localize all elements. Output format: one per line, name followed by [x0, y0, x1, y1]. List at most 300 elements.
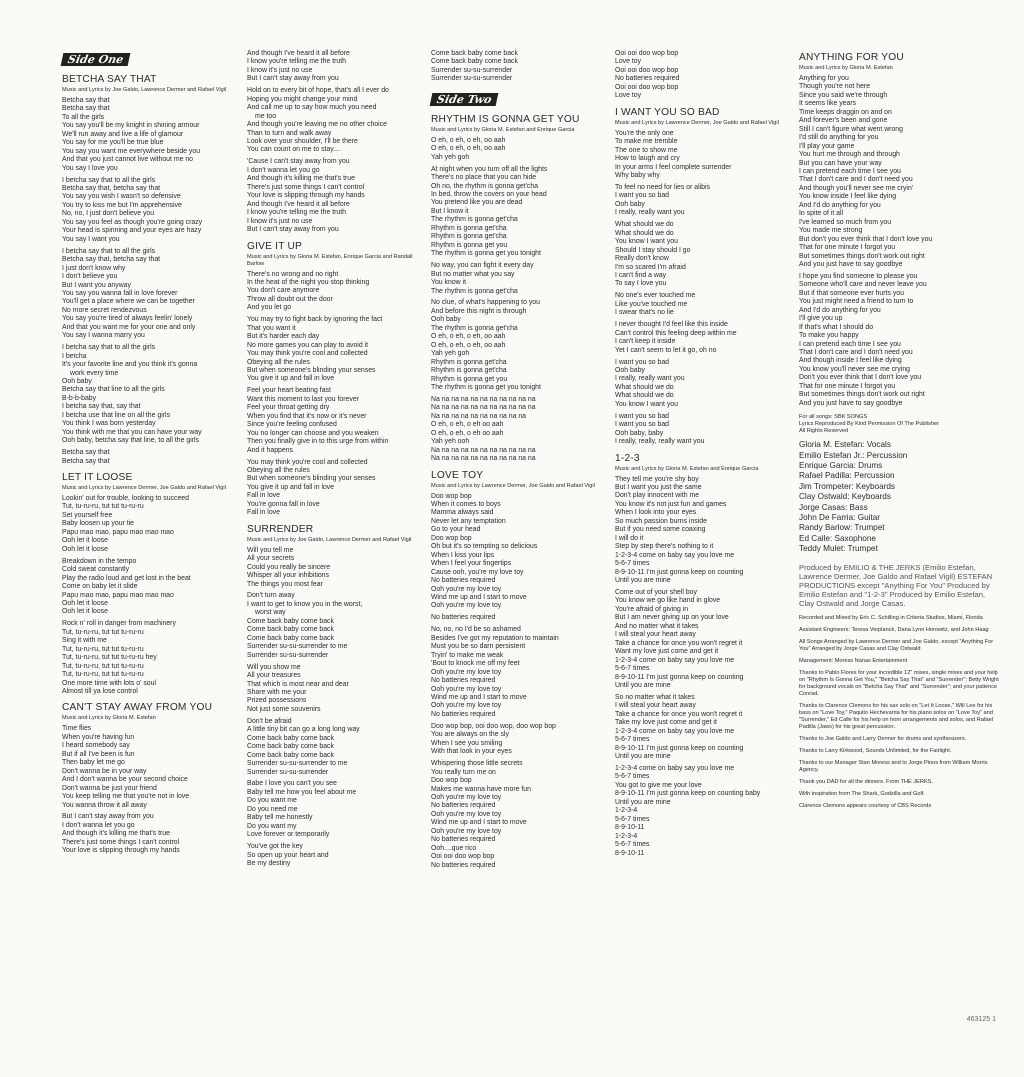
- lyric-line: You know you'll never see me crying: [799, 365, 910, 373]
- lyric-line: Do you need me: [247, 805, 298, 813]
- lyric-line: Tut, tu-ru-ru, tut tut tu-ru-ru: [62, 662, 144, 670]
- musician-credit: Teddy Mulet: Trumpet: [799, 544, 878, 554]
- lyric-line: Cold sweat constantly: [62, 566, 130, 574]
- lyric-line: No, no, no I'd be so ashamed: [431, 626, 521, 634]
- lyric-line: Betcha say that, betcha say that: [62, 185, 161, 193]
- lyric-line: Look over your shoulder, I'll be there: [247, 138, 358, 146]
- lyric-line: Rhythm is gonna get'cha: [431, 367, 507, 375]
- lyric-stanza: [62, 344, 242, 445]
- lyric-line: Papu mao mao, papu mao mao mao: [62, 528, 174, 536]
- lyric-line: You know it's not just fun and games: [615, 500, 727, 508]
- lyric-line: Na na na na na na na na na na na: [431, 395, 536, 403]
- lyric-line: Come back baby come back: [247, 626, 334, 634]
- lyric-line: You are always on the sly: [431, 731, 509, 739]
- lyric-line: I really, really, really want you: [615, 438, 705, 446]
- lyric-line: O eh, o eh, o eh, oo aah: [431, 341, 506, 349]
- lyric-line: Baby loosen up your tie: [62, 520, 135, 528]
- lyric-line: What should we do: [615, 229, 674, 237]
- lyric-stanza: [431, 137, 611, 162]
- lyric-line: All your treasures: [247, 672, 301, 680]
- lyric-line: Baby tell me how you feel about me: [247, 788, 357, 796]
- lyric-line: Ooi ooi doo wop bop: [615, 83, 679, 91]
- lyric-stanza: [615, 221, 795, 289]
- lyric-line: No batteries required: [431, 577, 496, 585]
- lyric-line: There's no place that you can hide: [431, 174, 537, 182]
- lyric-line: And though inside I feel like dying: [799, 357, 902, 365]
- lyric-line: I really, really want you: [615, 375, 685, 383]
- lyric-line: Na na na na na na na na na na na: [431, 446, 536, 454]
- column-4: [615, 50, 795, 864]
- lyric-line: There's no wrong and no right: [247, 270, 339, 278]
- lyric-line: The things you most fear: [247, 580, 323, 588]
- lyric-line: No, no, I just don't believe you: [62, 210, 155, 218]
- lyric-line: And I'd do anything for you: [799, 306, 881, 314]
- lyric-stanza: [247, 459, 427, 518]
- musician-credit: Randy Barlow: Trumpet: [799, 523, 885, 533]
- lyric-line: Besides I've got my reputation to maintain: [431, 634, 559, 642]
- lyric-line: To say I love you: [615, 280, 667, 288]
- song-title: 1-2-3: [615, 452, 640, 464]
- credit-block: All Songs Arranged by Lawrence Dermer and Joe Galdo, except "Anything For You" Arranged by Jorge Casas and Clay Ostwald: [799, 638, 994, 652]
- lyric-line: I'll give you up: [799, 315, 843, 323]
- lyric-stanza: [615, 359, 795, 410]
- lyric-line: But you can have your way: [799, 159, 882, 167]
- lyric-line: And that you want me for your one and only: [62, 323, 196, 331]
- lyric-line: No more games you can play to avoid it: [247, 341, 369, 349]
- lyric-line: Want my love just come and get it: [615, 648, 719, 656]
- lyric-line: The one to show me: [615, 146, 678, 154]
- lyric-line: One more time with lots o' soul: [62, 679, 156, 687]
- lyric-line: You may try to fight back by ignoring the fact: [247, 316, 383, 324]
- lyric-line: Someone who'll care and never leave you: [799, 281, 927, 289]
- produced-by: Produced by EMILIO & THE JERKS (Emilio Estefan, Lawrence Dermer, Joe Galdo and Rafael Vigil) ESTEFAN PRODUCTIONS except "Anything For You" Produced by Emilio Estefan and "1-2-3" Produced by Emilio Estefan, Clay Ostwald and Jorge Casas.: [799, 562, 993, 609]
- lyric-line: worst way: [255, 609, 286, 617]
- lyric-line: Whisper all your inhibitions: [247, 572, 329, 580]
- song-1-2-3: [615, 453, 795, 858]
- lyric-line: Doo wop bop, ooi doo wop, doo wop bop: [431, 722, 556, 730]
- lyric-line: O eh, o eh, o eh oo aah: [431, 421, 504, 429]
- lyric-line: Fall in love: [247, 509, 280, 517]
- lyric-line: I know it's just no use: [247, 66, 313, 74]
- lyric-line: 8-9-10-11: [615, 824, 645, 832]
- lyric-line: Na na na na na na na na na na na: [431, 404, 536, 412]
- lyric-line: Oh but it's so tempting so delicious: [431, 543, 538, 551]
- lyric-line: You've got the key: [247, 843, 303, 851]
- lyric-line: 5-6-7 times: [615, 560, 650, 568]
- lyric-line: The rhythm is gonna get'cha: [431, 324, 518, 332]
- column-3: [431, 50, 611, 876]
- lyric-line: And though it's killing me that's true: [62, 830, 170, 838]
- lyric-line: Prized possessions: [247, 697, 307, 705]
- lyric-line: You know we go like hand in glove: [615, 597, 721, 605]
- song-credits: Music and Lyrics by Gloria M. Estefan and Enrique Garcia: [615, 465, 759, 472]
- lyric-stanza: [431, 760, 611, 870]
- lyric-line: You're afraid of giving in: [615, 605, 689, 613]
- lyric-line: It seems like years: [799, 100, 857, 108]
- song-credits: Music and Lyrics by Joe Galdo, Lawrence Dermer and Rafael Vigil: [247, 536, 412, 543]
- musicians-list: [799, 440, 999, 554]
- lyric-stanza: [615, 130, 795, 181]
- lyric-line: A little tiny bit can go a long long way: [247, 726, 360, 734]
- lyric-line: Tut, tu-ru-ru, tut tut tu-ru-ru: [62, 503, 144, 511]
- lyric-line: And though I've heard it all before: [247, 50, 350, 57]
- lyric-stanza: [62, 97, 242, 173]
- lyric-line: I don't wanna let you go: [247, 166, 320, 174]
- lyric-line: You try to kiss me but I'm apprehensive: [62, 201, 182, 209]
- lyric-line: But I can't stay away from you: [247, 226, 339, 234]
- lyric-line: When you're having fun: [62, 733, 135, 741]
- lyric-line: Na na na na na na na na na na: [431, 412, 527, 420]
- lyric-line: What should we do: [615, 383, 674, 391]
- lyric-line: There's just some things I can't control: [247, 183, 365, 191]
- lyric-line: Come back baby come back: [247, 734, 334, 742]
- song-credits: Music and Lyrics by Lawrence Dermer, Joe Galdo and Rafael Vigil: [431, 482, 595, 489]
- lyric-line: Don't turn away: [247, 592, 295, 600]
- lyric-line: You know inside I feel like dying: [799, 193, 897, 201]
- lyric-line: So open up your heart and: [247, 851, 329, 859]
- song-title: CAN'T STAY AWAY FROM YOU: [62, 702, 213, 714]
- side-two-label: Side Two: [430, 93, 499, 106]
- lyric-line: But sometimes things don't work out right: [799, 252, 925, 260]
- lyric-line: Come back baby come back: [247, 743, 334, 751]
- lyric-line: Surrender su-su-surrender to me: [247, 643, 348, 651]
- lyric-line: 1-2-3-4 come on baby say you love me: [615, 727, 735, 735]
- lyric-line: Sing it with me: [62, 637, 107, 645]
- song-credits: Music and Lyrics by Gloria M. Estefan: [62, 715, 156, 722]
- lyric-line: I don't wanna let you go: [62, 821, 135, 829]
- lyric-stanza: [62, 248, 242, 341]
- lyric-stanza: [615, 765, 795, 858]
- lyric-line: No batteries required: [615, 75, 680, 83]
- lyric-line: Time keeps draggin on and on: [799, 108, 892, 116]
- lyric-line: Want this moment to last you forever: [247, 395, 359, 403]
- lyric-line: Betcha say that, betcha say that: [62, 256, 161, 264]
- lyric-line: Could you really be sincere: [247, 563, 331, 571]
- lyric-line: I want you so bad: [615, 412, 670, 420]
- song-surrender: [247, 524, 427, 869]
- lyric-line: You give it up and fall in love: [247, 483, 335, 491]
- lyric-line: I betcha say that to all the girls: [62, 344, 156, 352]
- lyric-line: Surrender su-su-surrender: [247, 768, 329, 776]
- lyric-line: Obeying all the rules: [247, 466, 310, 474]
- lyric-line: Love toy: [615, 92, 642, 100]
- lyric-line: I betcha: [62, 352, 87, 360]
- song-title: GIVE IT UP: [247, 240, 303, 252]
- lyric-line: You don't care anymore: [247, 287, 320, 295]
- lyric-line: Baby tell me honestly: [247, 814, 313, 822]
- lyric-line: 8-9-10-11 I'm just gonna keep on counting: [615, 744, 744, 752]
- lyric-stanza: [62, 725, 242, 810]
- lyric-line: Betcha say that: [62, 449, 110, 457]
- lyric-line: Ooh baby, betcha say that line, to all the girls: [62, 437, 199, 445]
- lyric-line: What should we do: [615, 221, 674, 229]
- lyric-line: You'll get a place where we can be together: [62, 298, 195, 306]
- lyric-line: 8-9-10-11: [615, 849, 645, 857]
- lyric-line: Ooh baby: [62, 378, 92, 385]
- lyric-line: And you let go: [247, 304, 292, 312]
- credit-block: Thank you DAD for all the dinners. From THE JERKS.: [799, 778, 933, 785]
- musician-credit: Jorge Casas: Bass: [799, 502, 868, 512]
- lyric-line: That I don't care and I don't need you: [799, 349, 913, 356]
- lyric-line: But don't you ever think that I don't love you: [799, 235, 933, 243]
- lyric-line: Will you tell me: [247, 546, 294, 554]
- lyric-line: They tell me you're shy boy: [615, 475, 699, 483]
- lyric-line: You know I want you: [615, 400, 678, 408]
- lyric-line: Not just some souvenirs: [247, 705, 321, 713]
- lyric-line: Come out of your shell boy: [615, 588, 697, 596]
- lyric-line: Breakdown in the tempo: [62, 557, 137, 565]
- lyric-line: 1-2-3-4: [615, 807, 638, 815]
- lyric-line: You keep telling me that you're not in love: [62, 793, 190, 801]
- lyric-line: Hoping you might change your mind: [247, 95, 358, 103]
- lyric-line: I don't believe you: [62, 273, 118, 281]
- lyric-line: That which is most near and dear: [247, 680, 349, 688]
- lyric-line: But it's harder each day: [247, 333, 320, 341]
- lyric-line: Makes me wanna have more fun: [431, 785, 531, 793]
- lyric-line: Ooh you're my love toy: [431, 793, 502, 801]
- lyric-line: Obeying all the rules: [247, 358, 310, 366]
- lyric-line: When it comes to boys: [431, 501, 501, 509]
- lyric-line: I want you so bad: [615, 421, 670, 429]
- lyric-line: Play the radio loud and get lost in the beat: [62, 574, 191, 582]
- lyric-stanza: [247, 271, 427, 313]
- lyric-line: But if that someone ever hurts you: [799, 289, 904, 297]
- lyric-stanza: [62, 495, 242, 554]
- lyric-line: But I can't stay away from you: [247, 75, 339, 83]
- lyric-line: 5-6-7 times: [615, 665, 650, 673]
- song-title: I WANT YOU SO BAD: [615, 106, 720, 118]
- lyric-line: Ooh you're my love toy: [431, 585, 502, 593]
- lyric-line: 1-2-3-4: [615, 832, 638, 840]
- lyric-line: And call me up to say how much you need: [247, 104, 377, 112]
- lyric-line: Ooi ooi doo wop bop: [431, 853, 495, 861]
- song-surrender-continued: [431, 50, 611, 84]
- lyric-line: Come back baby come back: [247, 617, 334, 625]
- lyric-line: Come back baby come back: [431, 50, 518, 57]
- lyric-line: Doo wop bop: [431, 534, 472, 542]
- lyric-line: You think with me that you can have your way: [62, 428, 202, 436]
- lyric-line: You may think you're cool and collected: [247, 458, 368, 466]
- musician-credit: Emilio Estefan Jr.: Percussion: [799, 450, 908, 460]
- lyric-stanza: [431, 396, 611, 464]
- song-anything-for-you: [799, 52, 999, 408]
- lyric-line: Since you're feeling confused: [247, 421, 337, 429]
- lyric-line: Come back baby come back: [247, 634, 334, 642]
- lyric-line: 5-6-7 times: [615, 773, 650, 781]
- lyric-line: Yah yeh goh: [431, 153, 470, 161]
- lyric-line: Rhythm is gonna get'cha: [431, 233, 507, 241]
- lyric-line: Tut, tu-ru-ru, tut tut tu-ru-ru hey: [62, 654, 157, 662]
- column-5: [799, 50, 999, 815]
- lyric-line: But when someone's blinding your senses: [247, 367, 376, 374]
- lyric-stanza: [615, 413, 795, 447]
- lyric-stanza: [62, 620, 242, 696]
- lyric-line: Whispering those little secrets: [431, 760, 523, 768]
- lyric-line: You may think you're cool and collected: [247, 350, 368, 358]
- lyric-stanza: [615, 292, 795, 317]
- lyric-line: Na na na na na na na na na na na: [431, 455, 536, 463]
- song-rhythm-is-gonna-get-you: [431, 114, 611, 464]
- lyric-line: But I want you just the same: [615, 484, 702, 492]
- lyric-line: Betcha say that: [62, 97, 110, 104]
- song-title: ANYTHING FOR YOU: [799, 52, 904, 63]
- lyric-line: Why baby why: [615, 171, 660, 179]
- lyric-line: But no matter what you say: [431, 270, 515, 278]
- lyric-line: Tut, tu-ru-ru, tut tut tu-ru-ru: [62, 645, 144, 653]
- lyric-line: Ooh baby: [615, 367, 645, 374]
- credit-block: Thanks to Joe Galdo and Larry Dermer for drums and synthesizers.: [799, 735, 967, 742]
- lyric-line: You say you feel as though you're going crazy: [62, 218, 203, 226]
- lyric-line: You're gonna fall in love: [247, 500, 320, 508]
- lyric-line: When I look into your eyes: [615, 509, 697, 517]
- lyric-line: Ooh baby, baby: [615, 429, 664, 437]
- lyric-line: Come on baby let it slide: [62, 583, 138, 591]
- lyric-line: 1-2-3-4 come on baby say you love me: [615, 765, 735, 773]
- lyric-line: I know you're telling me the truth: [247, 209, 346, 217]
- lyric-line: I really, really want you: [615, 209, 685, 217]
- lyric-line: You say you want me everywhere beside you: [62, 147, 201, 155]
- song-credits: Music and Lyrics by Joe Galdo, Lawrence Dermer and Rafael Vigil: [62, 87, 227, 93]
- musician-credit: Jim Trompeter: Keyboards: [799, 481, 896, 491]
- lyric-line: You hurt me through and through: [799, 151, 900, 159]
- lyric-line: I'll play your game: [799, 142, 855, 150]
- lyric-stanza: [615, 184, 795, 218]
- lyric-stanza: [247, 843, 427, 868]
- lyric-line: And before this night is through: [431, 307, 527, 315]
- lyric-line: Do you want me: [247, 797, 297, 805]
- lyric-line: Step by step there's nothing to it: [615, 543, 714, 551]
- lyric-line: Ooh you're my love toy: [431, 685, 502, 693]
- lyric-line: 8-9-10-11 I'm just gonna keep on counting: [615, 673, 744, 681]
- lyric-line: Until you are mine: [615, 798, 671, 806]
- lyric-line: And I don't wanna be your second choice: [62, 776, 188, 784]
- lyric-stanza: [247, 664, 427, 715]
- lyric-line: Cause ooh, you're my love toy: [431, 568, 524, 576]
- lyric-line: In the heat of the night you stop thinking: [247, 278, 370, 286]
- lyric-line: Until you are mine: [615, 577, 671, 585]
- lyric-line: Ooh....que rico: [431, 844, 477, 852]
- lyric-stanza: [799, 75, 999, 269]
- lyric-line: 5-6-7 times: [615, 736, 650, 744]
- lyric-line: But if you need some coaxing: [615, 526, 706, 534]
- lyric-line: Do you want my: [247, 822, 297, 830]
- lyric-line: Ooh you're my love toy: [431, 602, 502, 610]
- lyric-line: No way, you can fight it every day: [431, 262, 534, 270]
- lyric-line: Surrender su-su-surrender to me: [247, 760, 348, 768]
- lyric-line: And you just have to say goodbye: [799, 260, 903, 268]
- lyric-line: You say you're tired of always feelin' lonely: [62, 315, 193, 323]
- lyric-line: Love forever or temporarily: [247, 831, 330, 839]
- lyric-line: What should we do: [615, 392, 674, 400]
- lyric-line: work every time: [70, 369, 119, 377]
- lyric-line: Rock n' roll in danger from machinery: [62, 620, 176, 628]
- lyric-line: Go to your head: [431, 526, 481, 534]
- lyric-line: You say you wanna fall in love forever: [62, 289, 178, 297]
- lyric-line: I just don't know why: [62, 264, 126, 272]
- song-credits: Music and Lyrics by Gloria M. Estefan: [799, 65, 893, 71]
- lyric-line: I hope you find someone to please you: [799, 272, 918, 280]
- credit-block: Thanks to Pablo Flores for your incredible 12" mixes, single mixes and your help on "Rhythm Is Gonna Get You," "Betcha Say That" and "Surrender"; Betty Wright for background vocals on "Betcha Say That" and "Surrender"; and your patience Conrad.: [799, 669, 999, 697]
- song-title: LOVE TOY: [431, 469, 484, 481]
- lyric-line: And though you'll never see me cryin': [799, 184, 914, 192]
- lyric-line: I never thought I'd feel like this inside: [615, 321, 728, 329]
- lyric-line: We'll run away and live a life of glamour: [62, 130, 184, 138]
- lyric-line: No batteries required: [431, 802, 496, 810]
- lyric-line: That for one minute I forgot you: [799, 244, 896, 252]
- lyric-line: You no longer can choose and you weaken: [247, 429, 379, 437]
- lyric-stanza: [799, 273, 999, 408]
- lyric-line: No clue, of what's happening to you: [431, 299, 540, 307]
- lyric-line: 5-6-7 times: [615, 815, 650, 823]
- lyric-line: I want you so bad: [615, 192, 670, 200]
- lyric-line: No more secret rendezvous: [62, 306, 147, 314]
- lyric-line: And you just have to say goodbye: [799, 399, 903, 407]
- lyric-line: Still I can't figure what went wrong: [799, 125, 903, 133]
- lyric-line: I've learned so much from you: [799, 218, 892, 226]
- lyric-line: You're the only one: [615, 129, 674, 137]
- song-love-toy: [431, 470, 611, 870]
- lyric-line: I know it's just no use: [247, 217, 313, 225]
- lyric-line: Tut, tu-ru-ru, tut tut tu-ru-ru: [62, 628, 144, 636]
- lyric-line: Ooh baby: [615, 200, 645, 208]
- lyric-line: Hold on to every bit of hope, that's all I ever do: [247, 87, 389, 95]
- lyric-line: Tut, tu-ru-ru, tut tut tu-ru-ru: [62, 671, 144, 679]
- lyric-line: Until you are mine: [615, 681, 671, 689]
- lyric-line: You say I want you: [62, 235, 120, 243]
- lyric-line: So much passion burns inside: [615, 517, 707, 525]
- lyric-line: The rhythm is gonna get'cha: [431, 287, 518, 295]
- column-1: [62, 50, 242, 862]
- lyric-line: There's just some things I can't control: [62, 838, 180, 846]
- lyric-line: Ooh you're my love toy: [431, 668, 502, 676]
- lyric-line: When I see you smiling: [431, 739, 503, 747]
- lyric-line: Like you've touched me: [615, 300, 688, 308]
- lyric-line: Come back baby come back: [431, 58, 518, 66]
- lyric-line: I heard somebody say: [62, 742, 130, 750]
- lyric-stanza: [247, 387, 427, 455]
- lyric-line: To feel no need for lies or alibis: [615, 183, 710, 191]
- song-title: RHYTHM IS GONNA GET YOU: [431, 113, 580, 125]
- lyric-line: In bed, throw the covers on your head: [431, 191, 547, 199]
- lyric-line: Rhythm is gonna get'cha: [431, 224, 507, 232]
- lyric-line: Papu mao mao, papu mao mao mao: [62, 591, 174, 599]
- lyric-stanza: [431, 614, 611, 622]
- lyric-line: You got to give me your love: [615, 781, 702, 789]
- credit-block: Management: Moress Nanas Entertainment: [799, 657, 908, 664]
- lyric-stanza: [247, 316, 427, 384]
- lyric-stanza: [247, 50, 427, 84]
- lyric-line: Don't wanna be in your way: [62, 767, 147, 775]
- lyric-line: But I can't stay away from you: [62, 813, 154, 821]
- lyric-line: No batteries required: [431, 861, 496, 869]
- lyric-stanza: [247, 780, 427, 839]
- lyric-line: And though it's killing me that's true: [247, 175, 355, 183]
- lyric-line: Then baby let me go: [62, 759, 125, 767]
- lyric-line: You know it: [431, 279, 466, 287]
- song-title: SURRENDER: [247, 523, 314, 535]
- lyric-line: I know you're telling me the truth: [247, 58, 346, 66]
- lyric-line: Wind me up and I start to move: [431, 694, 527, 701]
- side-one-label: Side One: [61, 53, 131, 66]
- lyric-line: Your head is spinning and your eyes are hazy: [62, 227, 202, 235]
- lyric-line: You can count on me to stay....: [247, 146, 341, 154]
- lyric-line: I will steal your heart away: [615, 631, 696, 639]
- lyric-stanza: [62, 177, 242, 245]
- lyric-line: Don't you ever think that I don't love you: [799, 374, 922, 382]
- song-title: BETCHA SAY THAT: [62, 74, 157, 85]
- lyric-line: Wind me up and I start to move: [431, 594, 527, 602]
- lyric-line: Really don't know: [615, 255, 669, 263]
